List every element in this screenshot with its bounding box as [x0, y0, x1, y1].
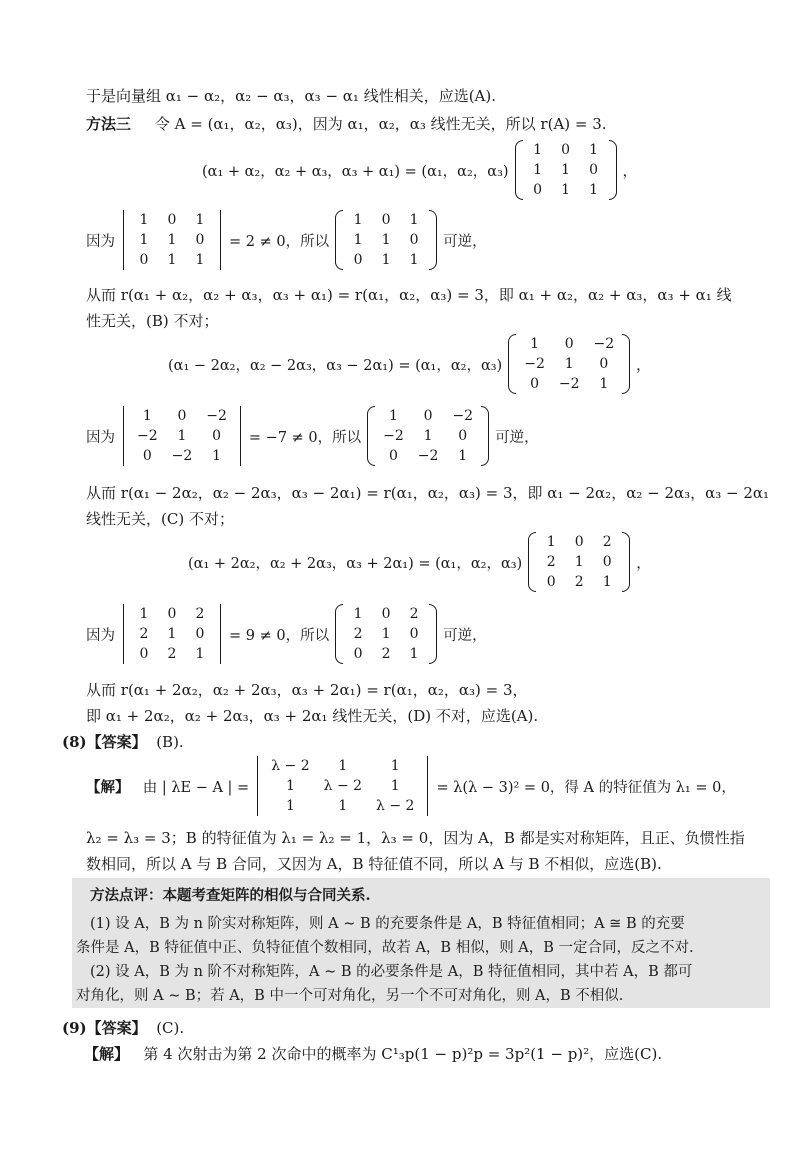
matrix-cell: 1 — [574, 554, 584, 570]
equation-3-end: ， — [636, 555, 651, 572]
matrix-cell: 1 — [381, 232, 391, 248]
text-line-from-3a: 从而 r(α₁ + 2α₂，α₂ + 2α₃，α₃ + 2α₁) = r(α₁，α₂，α₃) = 3， — [86, 681, 528, 699]
q9-solution-text: 第 4 次射击为第 2 次命中的概率为 C¹₃p(1 − p)²p = 3p²(1 − p)²，应选(C). — [143, 1045, 663, 1063]
matrix-cell: 1 — [195, 252, 205, 268]
determinant-m2 — [121, 406, 243, 466]
equation-2-end: ， — [636, 357, 651, 374]
matrix-cell: 1 — [142, 408, 152, 424]
matrix-cell: 1 — [167, 232, 177, 248]
matrix-cell: 1 — [195, 212, 205, 228]
matrix-cell: 1 — [353, 212, 363, 228]
matrix-cell: −2 — [206, 408, 227, 424]
matrix-cell: 2 — [546, 554, 556, 570]
matrix-cell: 0 — [423, 408, 433, 424]
matrix-cell: −2 — [593, 336, 615, 352]
review-title: 方法点评：本题考查矩阵的相似与合同关系. — [90, 887, 371, 904]
equation-1 — [200, 140, 639, 200]
matrix-cell: 0 — [533, 182, 542, 198]
matrix-cell: 1 — [139, 606, 149, 622]
matrix-cell: 0 — [602, 554, 612, 570]
matrix-cell: 0 — [139, 646, 149, 662]
matrix-cell: 0 — [195, 232, 205, 248]
matrix-cell: 0 — [381, 212, 391, 228]
matrix-cell: 0 — [167, 606, 177, 622]
matrix-cell: 1 — [561, 162, 570, 178]
text-line-from-1b: 性无关，(B) 不对； — [86, 312, 219, 330]
matrix-cell: 0 — [212, 428, 222, 444]
q8-answer-label: (8)【答案】 — [62, 733, 147, 751]
matrix-cell: 1 — [564, 356, 574, 372]
determinant-3-result: = 9 ≠ 0，所以 — [229, 627, 330, 644]
matrix-m1-invertible — [335, 210, 437, 270]
matrix-cell: λ − 2 — [376, 798, 415, 814]
matrix-cell: 1 — [390, 758, 400, 774]
matrix-cell: 1 — [212, 448, 222, 464]
q8-rhs: = λ(λ − 3)² = 0，得 A 的特征值为 λ₁ = 0， — [436, 779, 736, 796]
matrix-cell: 2 — [195, 606, 205, 622]
equation-3 — [186, 532, 653, 592]
equation-2 — [166, 334, 653, 394]
determinant-m1 — [121, 210, 223, 270]
matrix-m3 — [528, 532, 630, 592]
method-three-line — [86, 114, 607, 134]
review-item-1a: (1) 设 A，B 为 n 阶实对称矩阵，则 A ∼ B 的充要条件是 A，B 特征值相同；A ≅ B 的充要 — [90, 916, 685, 932]
because-label: 因为 — [86, 233, 115, 250]
q9-solution-line — [84, 1044, 662, 1064]
invertible-label: 可逆， — [495, 429, 539, 446]
matrix-cell: −2 — [171, 448, 193, 464]
matrix-cell: 1 — [338, 798, 348, 814]
matrix-cell: 1 — [533, 142, 542, 158]
matrix-cell: 1 — [530, 336, 539, 352]
matrix-cell: 1 — [389, 408, 398, 424]
matrix-cell: 1 — [381, 626, 391, 642]
matrix-cell: 1 — [409, 252, 419, 268]
text-line-from-2a: 从而 r(α₁ − 2α₂，α₂ − 2α₃，α₃ − 2α₁) = r(α₁，α₂，α₃) = 3，即 α₁ − 2α₂，α₂ − 2α₃，α₃ − 2α₁ — [86, 484, 770, 502]
matrix-cell: 0 — [546, 574, 556, 590]
q9-answer-value: (C). — [156, 1019, 185, 1037]
because-label: 因为 — [86, 429, 115, 446]
invertible-label: 可逆， — [443, 627, 487, 644]
text-line-from-2b: 线性无关，(C) 不对； — [86, 510, 234, 528]
matrix-cell: 1 — [390, 778, 400, 794]
matrix-cell: 1 — [338, 758, 348, 774]
invertible-label: 可逆， — [443, 233, 487, 250]
solution-label: 【解】 — [84, 1045, 130, 1063]
matrix-cell: 0 — [353, 252, 363, 268]
matrix-m2 — [508, 334, 630, 394]
matrix-cell: λ − 2 — [271, 758, 310, 774]
matrix-cell: 0 — [564, 336, 574, 352]
method-three-text: 令 A = (α₁，α₂，α₃)，因为 α₁，α₂，α₃ 线性无关，所以 r(A) = 3. — [154, 115, 607, 133]
matrix-cell: 1 — [458, 448, 468, 464]
matrix-cell: −2 — [137, 428, 158, 444]
determinant-line-2 — [84, 406, 541, 466]
matrix-cell: −2 — [417, 448, 439, 464]
matrix-cell: 0 — [142, 448, 152, 464]
text-line-from-1a: 从而 r(α₁ + α₂，α₂ + α₃，α₃ + α₁) = r(α₁，α₂，α₃) = 3，即 α₁ + α₂，α₂ + α₃，α₃ + α₁ 线 — [86, 286, 732, 304]
matrix-cell: 1 — [139, 232, 149, 248]
determinant-1-result: = 2 ≠ 0，所以 — [229, 233, 330, 250]
matrix-cell: 0 — [409, 232, 419, 248]
q8-answer-value: (B). — [156, 733, 184, 751]
matrix-m2-invertible — [367, 406, 489, 466]
review-item-2a: (2) 设 A，B 为 n 阶不对称矩阵，A ∼ B 的必要条件是 A，B 特征值相同，其中若 A，B 都可 — [90, 964, 693, 980]
determinant-line-1 — [84, 210, 489, 270]
matrix-cell: 0 — [574, 534, 584, 550]
matrix-cell: 0 — [353, 646, 363, 662]
matrix-cell: 1 — [589, 182, 598, 198]
matrix-cell: 0 — [589, 162, 598, 178]
matrix-cell: 1 — [589, 142, 598, 158]
equation-1-lhs: (α₁ + α₂，α₂ + α₃，α₃ + α₁) = (α₁，α₂，α₃) — [202, 163, 509, 180]
q8-line-2: λ₂ = λ₃ = 3；B 的特征值为 λ₁ = λ₂ = 1，λ₃ = 0，因为 A，B 都是实对称矩阵，且正、负惯性指 — [86, 829, 745, 847]
matrix-cell: 0 — [530, 376, 539, 392]
matrix-cell: 1 — [195, 646, 205, 662]
matrix-cell: 0 — [599, 356, 609, 372]
review-item-1b: 条件是 A，B 特征值中正、负特征值个数相同，故若 A，B 相似，则 A，B 一定合同，反之不对. — [76, 940, 694, 956]
because-label: 因为 — [86, 627, 115, 644]
determinant-line-3 — [84, 604, 489, 664]
text-line-from-3b: 即 α₁ + 2α₂，α₂ + 2α₃，α₃ + 2α₁ 线性无关，(D) 不对，应选(A). — [86, 707, 539, 725]
matrix-cell: 1 — [167, 252, 177, 268]
determinant-m3 — [121, 604, 223, 664]
matrix-cell: 1 — [177, 428, 187, 444]
determinant-m8 — [255, 756, 430, 816]
text-line-linear-dependent: 于是向量组 α₁ − α₂，α₂ − α₃，α₃ − α₁ 线性相关，应选(A). — [86, 87, 497, 105]
matrix-cell: 1 — [602, 574, 612, 590]
matrix-cell: 2 — [139, 626, 149, 642]
determinant-2-result: = −7 ≠ 0，所以 — [248, 429, 362, 446]
matrix-cell: −2 — [383, 428, 404, 444]
matrix-cell: 0 — [409, 626, 419, 642]
matrix-cell: 1 — [561, 182, 570, 198]
matrix-cell: 1 — [409, 646, 419, 662]
equation-3-lhs: (α₁ + 2α₂，α₂ + 2α₃，α₃ + 2α₁) = (α₁，α₂，α₃) — [188, 555, 523, 572]
q9-answer-line — [62, 1018, 184, 1038]
solution-label: 【解】 — [86, 778, 130, 796]
matrix-cell: 0 — [195, 626, 205, 642]
q9-answer-label: (9)【答案】 — [62, 1019, 147, 1037]
matrix-cell: −2 — [524, 356, 545, 372]
q8-answer-line — [62, 732, 184, 752]
matrix-cell: λ − 2 — [323, 778, 363, 794]
matrix-cell: 1 — [599, 376, 609, 392]
matrix-cell: 0 — [177, 408, 187, 424]
matrix-cell: 1 — [423, 428, 433, 444]
equation-1-end: ， — [622, 163, 638, 180]
matrix-cell: 1 — [285, 778, 295, 794]
matrix-cell: 1 — [285, 798, 295, 814]
matrix-cell: 0 — [381, 606, 391, 622]
matrix-cell: 0 — [458, 428, 468, 444]
matrix-cell: 1 — [546, 534, 556, 550]
matrix-cell: 1 — [409, 212, 419, 228]
matrix-cell: 0 — [561, 142, 570, 158]
matrix-cell: 0 — [139, 252, 149, 268]
matrix-cell: 1 — [533, 162, 542, 178]
matrix-m1 — [515, 140, 617, 200]
q8-solution-equation — [84, 756, 738, 816]
matrix-cell: 2 — [574, 574, 584, 590]
matrix-cell: 0 — [167, 212, 177, 228]
matrix-cell: 1 — [353, 232, 363, 248]
matrix-cell: 2 — [602, 534, 612, 550]
matrix-cell: 1 — [167, 626, 177, 642]
matrix-m3-invertible — [335, 604, 437, 664]
method-review-box — [72, 878, 770, 1008]
equation-2-lhs: (α₁ − 2α₂，α₂ − 2α₃，α₃ − 2α₁) = (α₁，α₂，α₃) — [168, 357, 503, 374]
matrix-cell: 1 — [353, 606, 363, 622]
matrix-cell: 1 — [139, 212, 149, 228]
matrix-cell: 1 — [381, 252, 391, 268]
method-three-label: 方法三 — [86, 115, 132, 133]
review-item-2b: 对角化，则 A ∼ B；若 A，B 中一个可对角化，另一个不可对角化，则 A，B 不相似. — [76, 988, 624, 1004]
matrix-cell: 2 — [381, 646, 391, 662]
matrix-cell: 2 — [167, 646, 177, 662]
matrix-cell: −2 — [558, 376, 580, 392]
matrix-cell: 2 — [409, 606, 419, 622]
matrix-cell: 0 — [389, 448, 398, 464]
q8-lhs: 由 | λE − A | = — [142, 779, 250, 796]
matrix-cell: −2 — [452, 408, 474, 424]
q8-line-3: 数相同，所以 A 与 B 合同，又因为 A，B 特征值不同，所以 A 与 B 不相似，应选(B). — [86, 855, 662, 873]
matrix-cell: 2 — [353, 626, 363, 642]
